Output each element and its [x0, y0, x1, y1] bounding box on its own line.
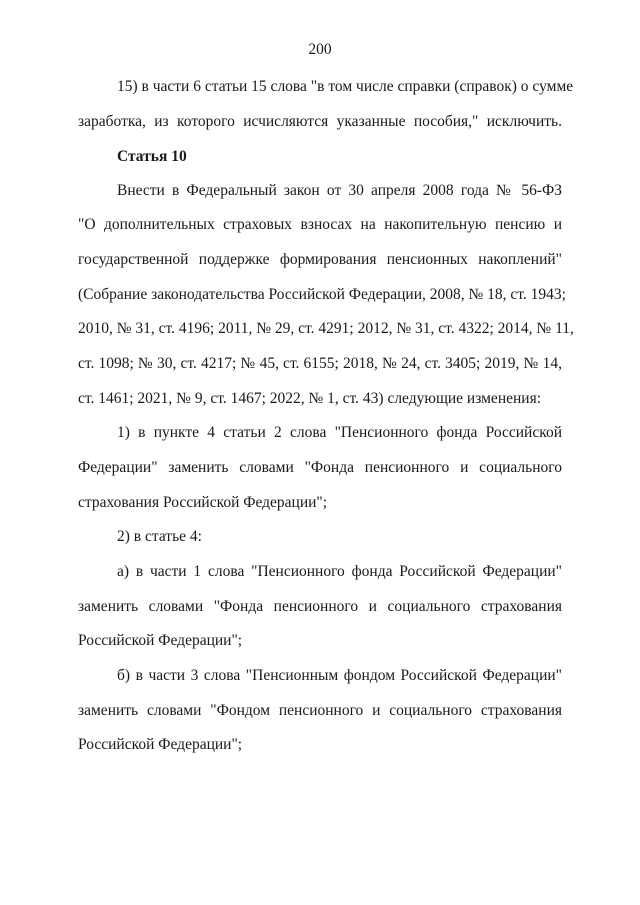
text-line: 2010, № 31, ст. 4196; 2011, № 29, ст. 4291; 2012, № 31, ст. 4322; 2014, № 11, [78, 320, 574, 337]
text-line: Российской Федерации"; [78, 736, 243, 753]
text-line: ст. 1098; № 30, ст. 4217; № 45, ст. 6155; 2018, № 24, ст. 3405; 2019, № 14, [78, 355, 562, 372]
text-line: заменить словами "Фонда пенсионного и социального страхования [78, 598, 562, 615]
text-line: заработка, из которого исчисляются указанные пособия," исключить. [78, 113, 562, 130]
text-line: (Собрание законодательства Российской Федерации, 2008, № 18, ст. 1943; [78, 286, 566, 303]
text-line: Внести в Федеральный закон от 30 апреля 2008 года № 56-ФЗ [117, 182, 562, 199]
text-line: ст. 1461; 2021, № 9, ст. 1467; 2022, № 1, ст. 43) следующие изменения: [78, 390, 542, 407]
text-line: б) в части 3 слова "Пенсионным фондом Российской Федерации" [117, 667, 562, 684]
page-number: 200 [308, 41, 332, 58]
text-line: 1) в пункте 4 статьи 2 слова "Пенсионного фонда Российской [117, 424, 562, 441]
text-line: государственной поддержке формирования пенсионных накоплений" [78, 251, 562, 268]
text-line: Федерации" заменить словами "Фонда пенсионного и социального [78, 459, 562, 476]
text-line: 2) в статье 4: [117, 528, 202, 545]
text-line: Российской Федерации"; [78, 632, 243, 649]
text-line: а) в части 1 слова "Пенсионного фонда Российской Федерации" [117, 563, 562, 580]
article-heading: Статья 10 [117, 148, 187, 165]
text-line: страхования Российской Федерации"; [78, 494, 328, 511]
text-line: "О дополнительных страховых взносах на накопительную пенсию и [78, 216, 562, 233]
text-line: заменить словами "Фондом пенсионного и социального страхования [78, 702, 562, 719]
text-line: 15) в части 6 статьи 15 слова "в том числе справки (справок) о сумме [117, 78, 574, 95]
